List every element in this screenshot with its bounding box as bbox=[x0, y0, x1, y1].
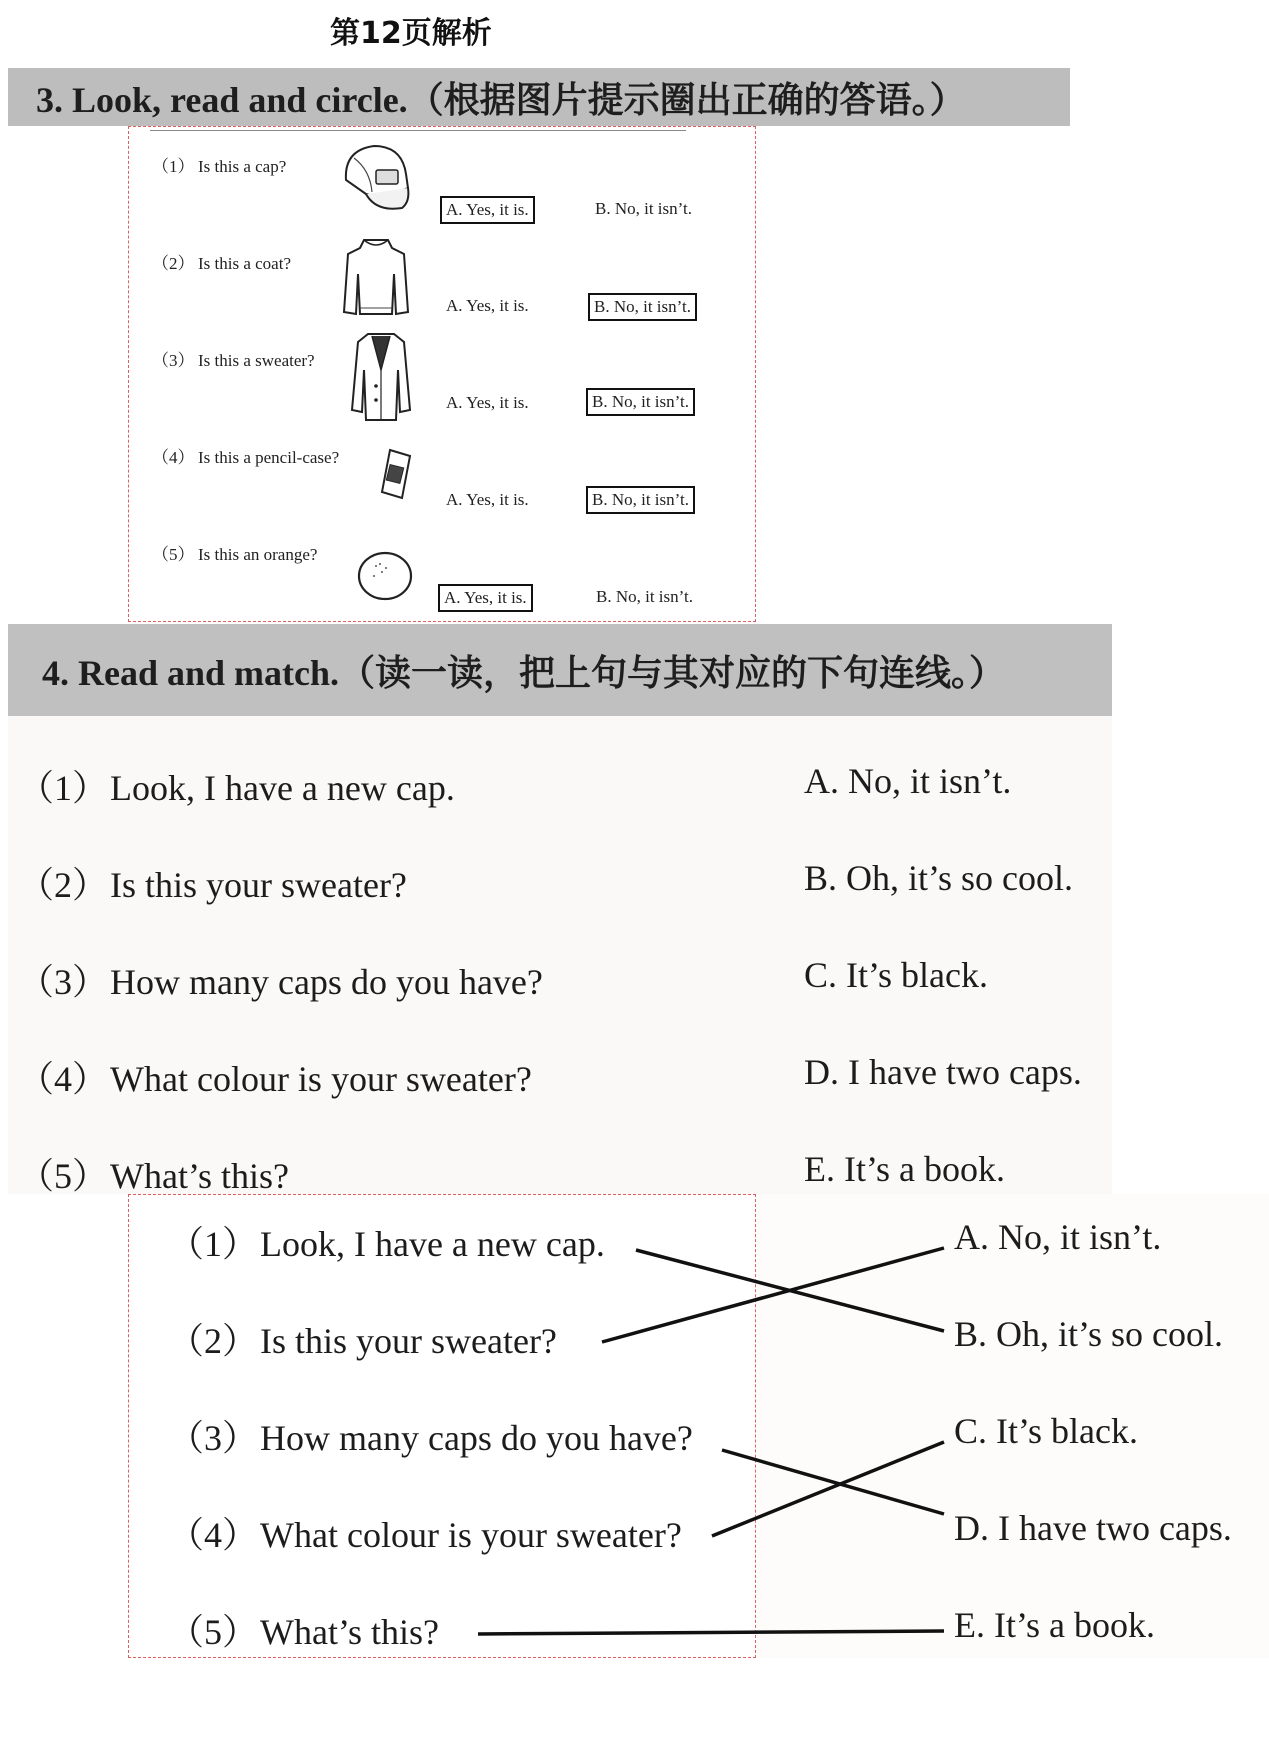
section3-question-2: （2） Is this a coat? bbox=[152, 254, 291, 273]
key-answer-e: E. It’s a book. bbox=[954, 1605, 1155, 1645]
answer-1-option-a[interactable]: A. Yes, it is. bbox=[440, 196, 535, 224]
match-answer-b: B. Oh, it’s so cool. bbox=[804, 858, 1074, 898]
match-answer-c: C. It’s black. bbox=[804, 955, 988, 995]
match-answer-a: A. No, it isn’t. bbox=[804, 761, 1012, 801]
answer-5-option-a[interactable]: A. Yes, it is. bbox=[438, 584, 533, 612]
match-line-3-d bbox=[722, 1450, 944, 1514]
answer-3-option-b[interactable]: B. No, it isn’t. bbox=[586, 388, 695, 416]
match-answer-d: D. I have two caps. bbox=[804, 1052, 1082, 1092]
match-question-2: （2）Is this your sweater? bbox=[18, 865, 407, 905]
key-question-1: （1）Look, I have a new cap. bbox=[168, 1224, 605, 1264]
match-line-2-a bbox=[602, 1248, 944, 1342]
key-question-4: （4）What colour is your sweater? bbox=[168, 1515, 682, 1555]
match-question-1: （1）Look, I have a new cap. bbox=[18, 768, 455, 808]
key-answer-c: C. It’s black. bbox=[954, 1411, 1138, 1451]
answer-2-option-a[interactable]: A. Yes, it is. bbox=[446, 296, 529, 315]
section3-title: 3. Look, read and circle.（根据图片提示圈出正确的答语。） bbox=[36, 79, 966, 120]
key-question-5: （5）What’s this? bbox=[168, 1612, 439, 1652]
match-question-3: （3）How many caps do you have? bbox=[18, 962, 543, 1002]
match-question-4: （4）What colour is your sweater? bbox=[18, 1059, 532, 1099]
answer-4-option-b[interactable]: B. No, it isn’t. bbox=[586, 486, 695, 514]
answer-1-option-b[interactable]: B. No, it isn’t. bbox=[595, 199, 692, 218]
section3-question-5: （5） Is this an orange? bbox=[152, 545, 318, 564]
section3-question-3: （3） Is this a sweater? bbox=[152, 351, 315, 370]
section4-title: 4. Read and match.（读一读，把上句与其对应的下句连线。） bbox=[42, 652, 1006, 693]
page-title: 第12页解析 bbox=[330, 16, 492, 51]
key-answer-b: B. Oh, it’s so cool. bbox=[954, 1314, 1224, 1354]
match-question-5: （5）What’s this? bbox=[18, 1156, 289, 1196]
answer-4-option-a[interactable]: A. Yes, it is. bbox=[446, 490, 529, 509]
match-line-5-e bbox=[478, 1631, 944, 1634]
answer-5-option-b[interactable]: B. No, it isn’t. bbox=[596, 587, 693, 606]
answer-3-option-a[interactable]: A. Yes, it is. bbox=[446, 393, 529, 412]
key-answer-d: D. I have two caps. bbox=[954, 1508, 1232, 1548]
section3-question-1: （1） Is this a cap? bbox=[152, 157, 287, 176]
key-question-2: （2）Is this your sweater? bbox=[168, 1321, 557, 1361]
section3-question-4: （4） Is this a pencil-case? bbox=[152, 448, 340, 467]
key-question-3: （3）How many caps do you have? bbox=[168, 1418, 693, 1458]
answer-2-option-b[interactable]: B. No, it isn’t. bbox=[588, 293, 697, 321]
match-answer-e: E. It’s a book. bbox=[804, 1149, 1005, 1189]
key-answer-a: A. No, it isn’t. bbox=[954, 1217, 1162, 1257]
